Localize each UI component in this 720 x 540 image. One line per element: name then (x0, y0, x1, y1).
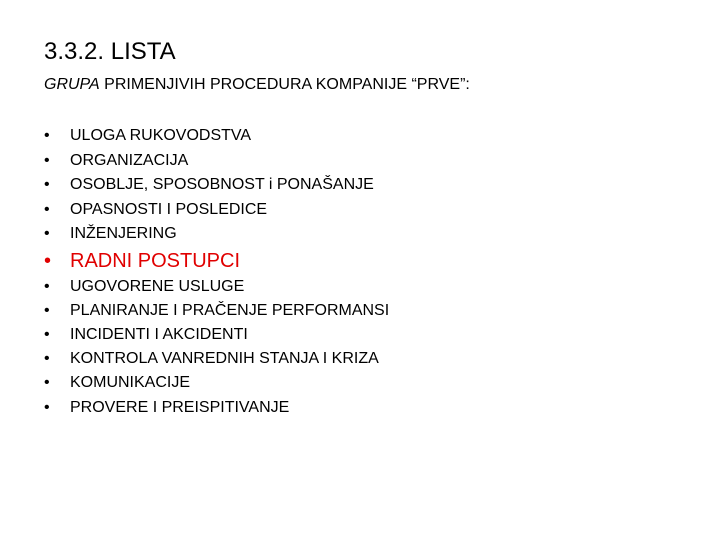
list-item-label: INCIDENTI I AKCIDENTI (70, 326, 248, 343)
slide-subtitle (44, 75, 470, 95)
bullet-icon: • (44, 302, 50, 319)
list-item-label: ULOGA RUKOVODSTVA (70, 127, 252, 144)
bullet-icon: • (44, 152, 50, 169)
list-item-label: ORGANIZACIJA (70, 152, 189, 169)
list-item-label: OSOBLJE, SPOSOBNOST i PONAŠANJE (70, 176, 374, 193)
bullet-icon: • (44, 399, 50, 416)
bullet-icon: • (44, 201, 50, 218)
list-item-label: UGOVORENE USLUGE (70, 278, 245, 295)
bullet-icon: • (44, 326, 50, 343)
list-item-label: OPASNOSTI I POSLEDICE (70, 201, 268, 218)
list-item-label: INŽENJERING (70, 225, 177, 242)
list-item-label: RADNI POSTUPCI (70, 250, 241, 272)
bullet-icon: • (44, 127, 50, 144)
slide-title: 3.3.2. LISTA (44, 38, 176, 65)
list-item-label: KOMUNIKACIJE (70, 374, 191, 391)
bullet-icon: • (44, 176, 50, 193)
bullet-icon: • (44, 278, 50, 295)
bullet-icon: • (44, 250, 52, 272)
list-item-label: PLANIRANJE I PRAČENJE PERFORMANSI (70, 302, 390, 319)
bullet-icon: • (44, 225, 50, 242)
bullet-icon: • (44, 374, 50, 391)
subtitle-emphasis: GRUPA (44, 76, 100, 93)
list-item-label: KONTROLA VANREDNIH STANJA I KRIZA (70, 350, 379, 367)
bullet-icon: • (44, 350, 50, 367)
subtitle-text: PRIMENJIVIH PROCEDURA KOMPANIJE “PRVE”: (99, 76, 470, 93)
list-item-label: PROVERE I PREISPITIVANJE (70, 399, 290, 416)
